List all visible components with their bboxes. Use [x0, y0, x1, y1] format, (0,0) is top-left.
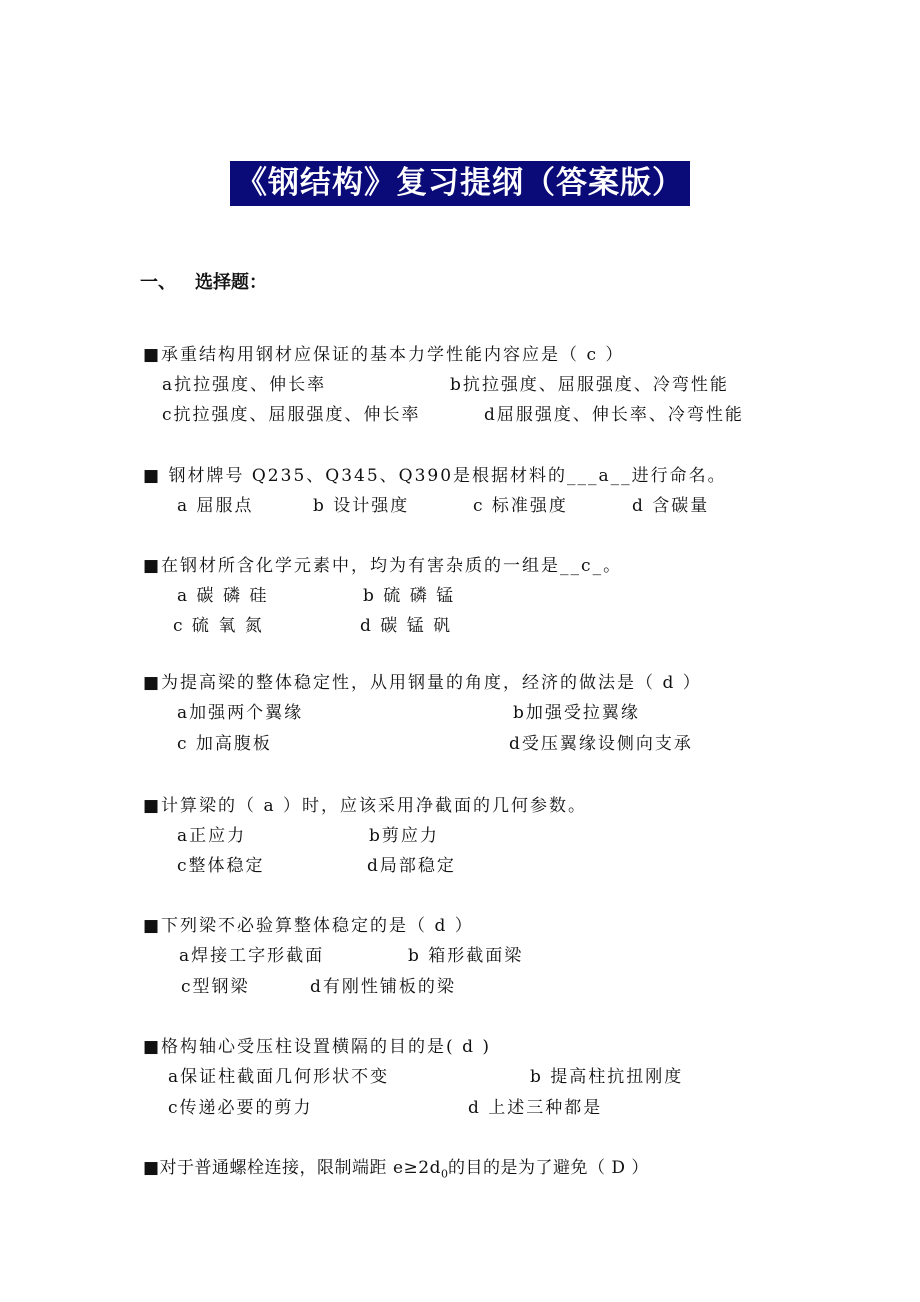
option: a 屈服点 [177, 496, 254, 516]
option: d 碳 锰 矾 [360, 616, 453, 636]
option: c整体稳定 [177, 856, 265, 876]
option: c 加高腹板 [177, 734, 272, 754]
option: b 提高柱抗扭刚度 [530, 1067, 684, 1087]
question-text: ■在钢材所含化学元素中，均为有害杂质的一组是__c_。 [143, 556, 623, 576]
question-text: ■ 钢材牌号 Q235、Q345、Q390是根据材料的___a__进行命名。 [143, 466, 727, 486]
option: a保证柱截面几何形状不变 [168, 1067, 390, 1087]
document-title: 《钢结构》复习提纲（答案版） [230, 161, 690, 206]
option: d局部稳定 [367, 856, 456, 876]
question-text-part: 的目的是为了避免（ D ） [447, 1158, 649, 1178]
option: b剪应力 [369, 826, 439, 846]
option: a加强两个翼缘 [177, 703, 304, 723]
question-text-part: ■对于普通螺栓连接，限制端距 e≥2d [143, 1158, 441, 1178]
option: b 设计强度 [313, 496, 410, 516]
option: c型钢梁 [181, 977, 250, 997]
question-text: ■承重结构用钢材应保证的基本力学性能内容应是（ c ） [143, 345, 625, 365]
option: c抗拉强度、屈服强度、伸长率 [162, 405, 421, 425]
section-number: 一、 [140, 272, 176, 293]
option: c 标准强度 [473, 496, 568, 516]
option: d 上述三种都是 [468, 1098, 603, 1118]
section-heading [140, 268, 267, 294]
subscript: 0 [440, 1167, 448, 1181]
option: a焊接工字形截面 [179, 946, 325, 966]
option: a抗拉强度、伸长率 [162, 375, 327, 395]
option: b 箱形截面梁 [408, 946, 524, 966]
question-text: ■格构轴心受压柱设置横隔的目的是( d ) [143, 1037, 492, 1057]
question-text: ■下列梁不必验算整体稳定的是（ d ） [143, 916, 474, 936]
option: d有刚性铺板的梁 [310, 977, 456, 997]
option: a 碳 磷 硅 [177, 586, 269, 606]
option: b抗拉强度、屈服强度、冷弯性能 [450, 375, 729, 395]
question-text: ■为提高梁的整体稳定性，从用钢量的角度，经济的做法是（ d ） [143, 673, 702, 693]
option: c传递必要的剪力 [168, 1098, 313, 1118]
option: c 硫 氧 氮 [173, 616, 264, 636]
question-text [143, 1153, 649, 1180]
option: d 含碳量 [632, 496, 710, 516]
question-text: ■计算梁的（ a ）时，应该采用净截面的几何参数。 [143, 796, 588, 816]
option: a正应力 [177, 826, 247, 846]
option: b加强受拉翼缘 [513, 703, 640, 723]
option: d受压翼缘设侧向支承 [509, 734, 693, 754]
option: d屈服强度、伸长率、冷弯性能 [484, 405, 744, 425]
option: b 硫 磷 锰 [363, 586, 456, 606]
title-wrap [0, 161, 920, 206]
section-label: 选择题： [195, 272, 267, 293]
